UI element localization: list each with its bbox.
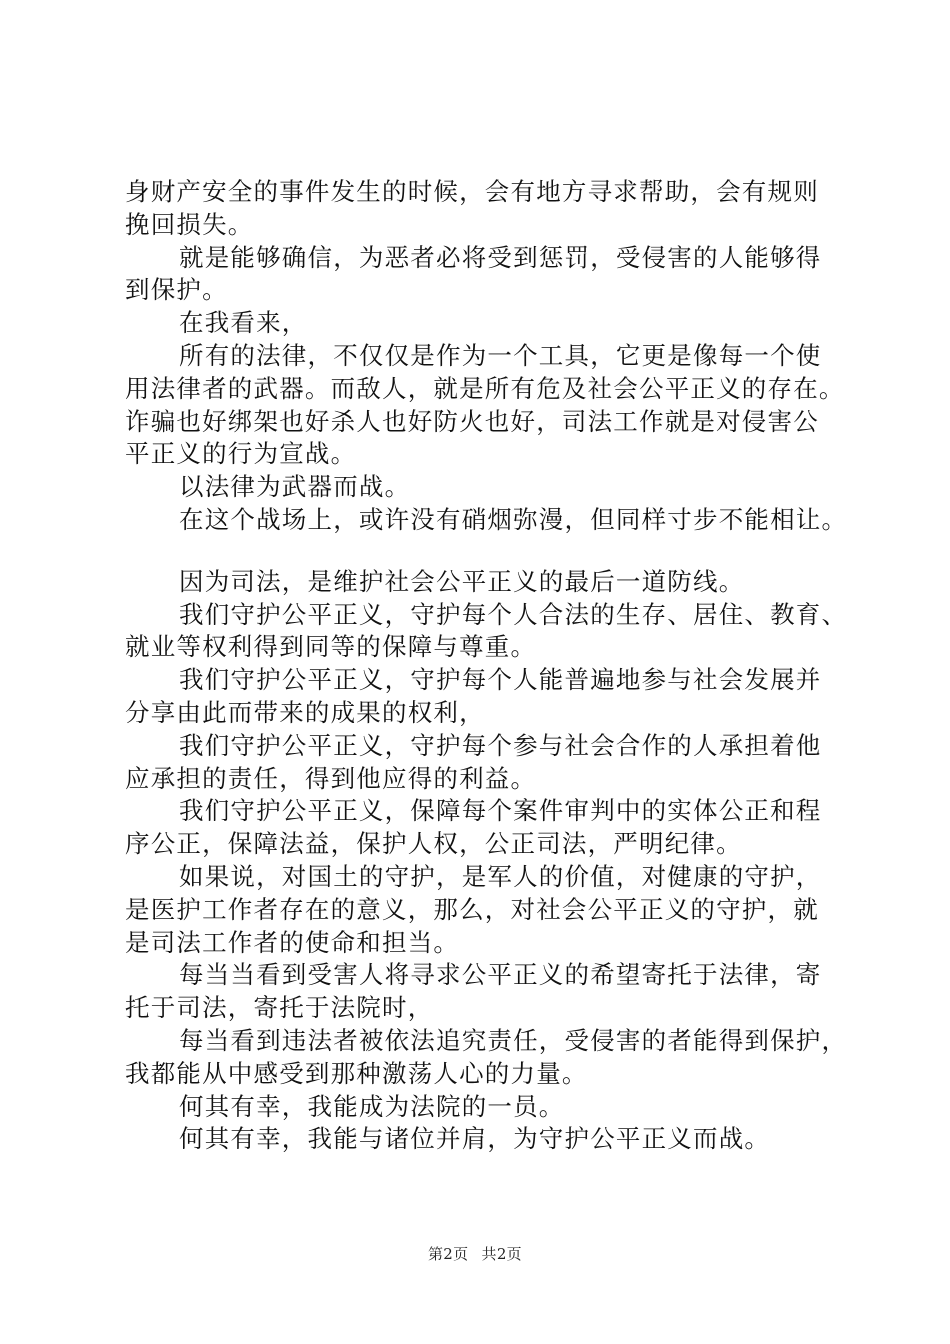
page-total: 共2页	[481, 1245, 522, 1263]
page-footer	[0, 1243, 950, 1264]
text-line: 我们守护公平正义，保障每个案件审判中的实体公正和程	[179, 796, 822, 826]
paragraph	[125, 504, 855, 537]
paragraph	[125, 795, 855, 861]
text-line: 诈骗也好绑架也好杀人也好防火也好，司法工作就是对侵害公	[125, 406, 819, 436]
text-line: 分享由此而带来的成果的权利，	[125, 697, 485, 727]
text-line: 托于司法，寄托于法院时，	[125, 993, 434, 1023]
paragraph	[125, 176, 855, 242]
text-line: 因为司法，是维护社会公平正义的最后一道防线。	[179, 566, 745, 596]
text-line: 我们守护公平正义，守护每个参与社会合作的人承担着他	[179, 730, 822, 760]
text-line: 以法律为武器而战。	[179, 472, 411, 502]
text-line: 到保护。	[125, 275, 228, 305]
text-line: 是医护工作者存在的意义，那么，对社会公平正义的守护，就	[125, 894, 819, 924]
text-line: 我都能从中感受到那种激荡人心的力量。	[125, 1058, 588, 1088]
paragraph	[125, 340, 855, 471]
paragraph	[125, 861, 855, 959]
text-line: 是司法工作者的使命和担当。	[125, 927, 460, 957]
text-line: 在这个战场上，或许没有硝烟弥漫，但同样寸步不能相让。	[179, 504, 848, 534]
text-line: 我们守护公平正义，守护每个人能普遍地参与社会发展并	[179, 665, 822, 695]
text-line: 如果说，对国土的守护，是军人的价值，对健康的守护，	[179, 861, 822, 891]
paragraph	[125, 242, 855, 308]
paragraph	[125, 307, 855, 340]
paragraph	[125, 1091, 855, 1124]
text-line: 挽回损失。	[125, 209, 254, 239]
text-line: 我们守护公平正义，守护每个人合法的生存、居住、教育、	[179, 599, 848, 629]
text-line: 何其有幸，我能与诸位并肩，为守护公平正义而战。	[179, 1124, 771, 1154]
text-line: 身财产安全的事件发生的时候，会有地方寻求帮助，会有规则	[125, 177, 819, 206]
text-line: 就是能够确信，为恶者必将受到惩罚，受侵害的人能够得	[179, 242, 822, 272]
paragraph	[125, 664, 855, 730]
paragraph	[125, 599, 855, 665]
text-line: 平正义的行为宣战。	[125, 439, 357, 469]
text-line: 序公正，保障法益，保护人权，公正司法，严明纪律。	[125, 829, 742, 859]
text-line: 应承担的责任，得到他应得的利益。	[125, 763, 537, 793]
text-line: 每当看到违法者被依法追究责任，受侵害的者能得到保护，	[179, 1025, 848, 1055]
text-line: 在我看来，	[179, 308, 308, 338]
text-line: 用法律者的武器。而敌人，就是所有危及社会公平正义的存在。	[125, 373, 845, 403]
page-number: 第2页	[428, 1245, 469, 1263]
document-body	[125, 176, 855, 1156]
paragraph	[125, 1025, 855, 1091]
blank-line	[125, 537, 855, 566]
paragraph	[125, 471, 855, 504]
paragraph	[125, 959, 855, 1025]
text-line: 就业等权利得到同等的保障与尊重。	[125, 632, 537, 662]
paragraph	[125, 730, 855, 796]
paragraph	[125, 566, 855, 599]
paragraph	[125, 1123, 855, 1156]
text-line: 所有的法律，不仅仅是作为一个工具，它更是像每一个使	[179, 340, 822, 370]
text-line: 每当当看到受害人将寻求公平正义的希望寄托于法律，寄	[179, 960, 822, 990]
text-line: 何其有幸，我能成为法院的一员。	[179, 1091, 565, 1121]
